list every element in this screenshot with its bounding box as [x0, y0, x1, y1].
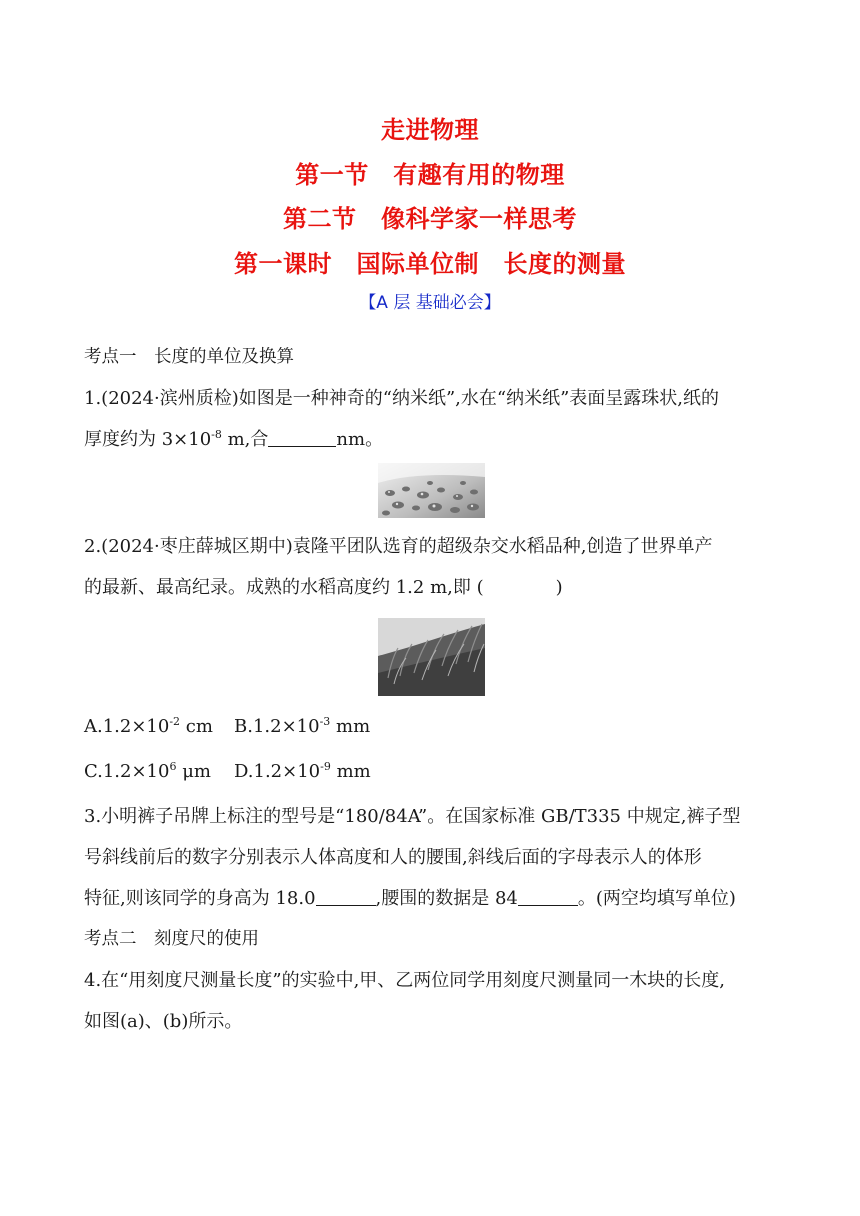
q4-line1: 4.在“用刻度尺测量长度”的实验中,甲、乙两位同学用刻度尺测量同一木块的长度, [84, 970, 726, 991]
q3-line2: 号斜线前后的数字分别表示人体高度和人的腰围,斜线后面的字母表示人的体形 [84, 847, 702, 868]
level-label: 【A 层 基础必会】 [359, 293, 501, 313]
nano-paper-figure [84, 463, 784, 518]
rice-image [378, 618, 485, 696]
title-block [0, 108, 860, 318]
q3-line1: 3.小明裤子吊牌上标注的型号是“180/84A”。在国家标准 GB/T335 中规定,裤子型 [84, 806, 741, 827]
worksheet-content [84, 337, 784, 1042]
q2-option-b[interactable]: $B.1.2\times 10^{-3}$ mm [234, 715, 371, 737]
question-2 [84, 526, 784, 792]
section-heading-1: 考点一 长度的单位及换算 [84, 347, 294, 367]
q1-line1: 1.(2024·滨州质检)如图是一种神奇的“纳米纸”,水在“纳米纸”表面呈露珠状,纸的 [84, 388, 719, 409]
q2-options-row1 [84, 706, 784, 747]
q3-line3: 特征,则该同学的身高为 18.0 ,腰围的数据是 84 。(两空均填写单位) [84, 888, 736, 909]
question-3 [84, 796, 784, 919]
q2-option-c[interactable]: $C.1.2\times 10^6$ μm [84, 760, 211, 782]
q2-option-d[interactable]: $D.1.2\times 10^{-9}$ mm [234, 760, 371, 782]
q3-waist-unit-blank[interactable] [518, 887, 578, 906]
rice-figure [84, 618, 784, 696]
question-4 [84, 960, 784, 1042]
q1-line2: 厚度约为 $3\times 10^{-8}$ m,合 nm。 [84, 428, 384, 450]
q1-answer-blank[interactable] [268, 428, 336, 447]
section-heading-2: 考点二 刻度尺的使用 [84, 929, 259, 949]
q2-option-a[interactable]: $A.1.2\times 10^{-2}$ cm [84, 715, 213, 737]
chapter-title: 走进物理 [381, 116, 479, 144]
nano-paper-image [378, 463, 485, 518]
q3-height-unit-blank[interactable] [316, 887, 376, 906]
q2-line1: 2.(2024·枣庄薛城区期中)袁隆平团队选育的超级杂交水稻品种,创造了世界单产 [84, 536, 713, 557]
q2-line2: 的最新、最高纪录。成熟的水稻高度约 1.2 m,即 ( ) [84, 577, 563, 598]
q2-options-row2 [84, 751, 784, 792]
question-1 [84, 378, 784, 518]
section-title-2: 第二节 像科学家一样思考 [283, 205, 577, 233]
section-title-1: 第一节 有趣有用的物理 [295, 160, 565, 189]
q4-line2: 如图(a)、(b)所示。 [84, 1011, 243, 1032]
lesson-title: 第一课时 国际单位制 长度的测量 [234, 249, 626, 278]
